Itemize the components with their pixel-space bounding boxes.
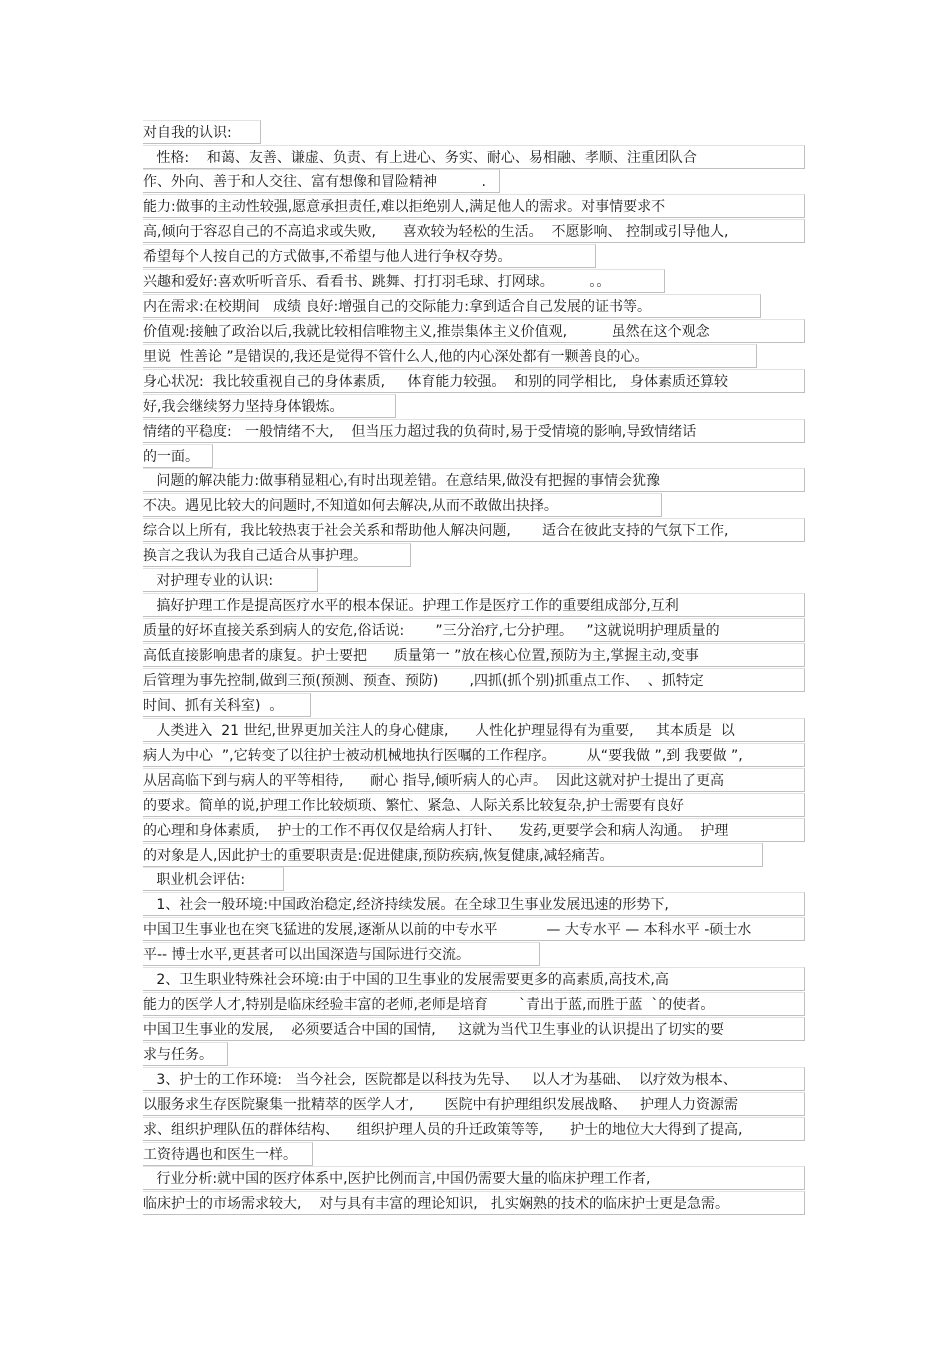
text-line: 希望每个人按自己的方式做事,不希望与他人进行争权夺势。 [143,244,596,268]
text-line: 对护理专业的认识: [143,568,318,592]
text-line: 性格: 和蔼、友善、谦虚、负责、有上进心、务实、耐心、易相融、孝顺、注重团队合 [143,145,805,169]
text-line: 对自我的认识: [143,120,261,144]
text-line: 能力:做事的主动性较强,愿意承担责任,难以拒绝别人,满足他人的需求。对事情要求不 [143,194,805,218]
text-line: 1、社会一般环境:中国政治稳定,经济持续发展。在全球卫生事业发展迅速的形势下, [143,892,805,916]
text-line: 内在需求:在校期间 成绩 良好:增强自己的交际能力:拿到适合自己发展的证书等。 [143,294,761,318]
text-line: 的心理和身体素质, 护士的工作不再仅仅是给病人打针、 发药,更要学会和病人沟通。 护理 [143,818,805,842]
text-line: 换言之我认为我自己适合从事护理。 [143,543,411,567]
text-line: 后管理为事先控制,做到三预(预测、预查、预防) ,四抓(抓个别)抓重点工作、 、抓特定 [143,668,805,692]
text-line: 2、卫生职业特殊社会环境:由于中国的卫生事业的发展需要更多的高素质,高技术,高 [143,967,805,991]
text-line: 求与任务。 [143,1042,228,1066]
text-line: 人类进入 21 世纪,世界更加关注人的身心健康, 人性化护理显得有为重要, 其本质是 以 [143,718,805,742]
text-line: 情绪的平稳度: 一般情绪不大, 但当压力超过我的负荷时,易于受情境的影响,导致情绪话 [143,419,805,443]
text-line: 综合以上所有, 我比较热衷于社会关系和帮助他人解决问题, 适合在彼此支持的气氛下工作, [143,518,805,542]
text-line: 兴趣和爱好:喜欢听听音乐、看看书、跳舞、打打羽毛球、打网球。 。。 [143,269,665,293]
text-line: 从居高临下到与病人的平等相待, 耐心 指导,倾听病人的心声。 因此这就对护士提出了更高 [143,768,805,792]
text-line: 能力的医学人才,特别是临床经验丰富的老师,老师是培育 `青出于蓝,而胜于蓝 `的使者。 [143,992,805,1016]
text-line: 作、外向、善于和人交往、富有想像和冒险精神 . [143,169,500,193]
text-line: 不决。遇见比较大的问题时,不知道如何去解决,从而不敢做出抉择。 [143,493,662,517]
text-line: 搞好护理工作是提高医疗水平的根本保证。护理工作是医疗工作的重要组成部分,互利 [143,593,805,617]
text-line: 问题的解决能力:做事稍显粗心,有时出现差错。在意结果,做没有把握的事情会犹豫 [143,468,805,492]
text-line: 病人为中心 ”,它转变了以往护士被动机械地执行医嘱的工作程序。 从“要我做 ”,到 我要做 ”, [143,743,805,767]
text-line: 价值观:接触了政治以后,我就比较相信唯物主义,推崇集体主义价值观, 虽然在这个观念 [143,319,805,343]
text-line: 平-- 博士水平,更甚者可以出国深造与国际进行交流。 [143,942,540,966]
text-line: 质量的好坏直接关系到病人的安危,俗话说: ”三分治疗,七分护理。 ”这就说明护理质量的 [143,618,805,642]
text-line: 以服务求生存医院聚集一批精萃的医学人才, 医院中有护理组织发展战略、 护理人力资源需 [143,1092,805,1116]
text-line: 职业机会评估: [143,867,284,891]
text-line: 3、护士的工作环境: 当今社会, 医院都是以科技为先导、 以人才为基础、 以疗效为根本、 [143,1067,805,1091]
text-line: 求、组织护理队伍的群体结构、 组织护理人员的升迁政策等等, 护士的地位大大得到了提高, [143,1117,805,1141]
text-line: 高,倾向于容忍自己的不高追求或失败, 喜欢较为轻松的生活。 不愿影响、 控制或引导他人, [143,219,805,243]
text-line: 的对象是人,因此护士的重要职责是:促进健康,预防疾病,恢复健康,减轻痛苦。 [143,843,763,867]
text-line: 的要求。简单的说,护理工作比较烦琐、繁忙、紧急、人际关系比较复杂,护士需要有良好 [143,793,805,817]
text-line: 时间、抓有关科室) 。 [143,693,311,717]
text-line: 中国卫生事业也在突飞猛进的发展,逐渐从以前的中专水平 — 大专水平 — 本科水平 -硕士水 [143,917,805,941]
text-line: 里说 性善论 ”是错误的,我还是觉得不管什么人,他的内心深处都有一颗善良的心。 [143,344,757,368]
text-line: 的一面。 [143,444,213,468]
text-line: 行业分析:就中国的医疗体系中,医护比例而言,中国仍需要大量的临床护理工作者, [143,1166,805,1190]
text-line: 临床护士的市场需求较大, 对与具有丰富的理论知识, 扎实娴熟的技术的临床护士更是急需。 [143,1191,805,1215]
text-line: 高低直接影响患者的康复。护士要把 质量第一 ”放在核心位置,预防为主,掌握主动,变事 [143,643,805,667]
text-line: 中国卫生事业的发展, 必须要适合中国的国情, 这就为当代卫生事业的认识提出了切实的要 [143,1017,805,1041]
text-line: 身心状况: 我比较重视自己的身体素质, 体育能力较强。 和别的同学相比, 身体素质还算较 [143,369,805,393]
text-line: 工资待遇也和医生一样。 [143,1142,313,1166]
text-line: 好,我会继续努力坚持身体锻炼。 [143,394,396,418]
